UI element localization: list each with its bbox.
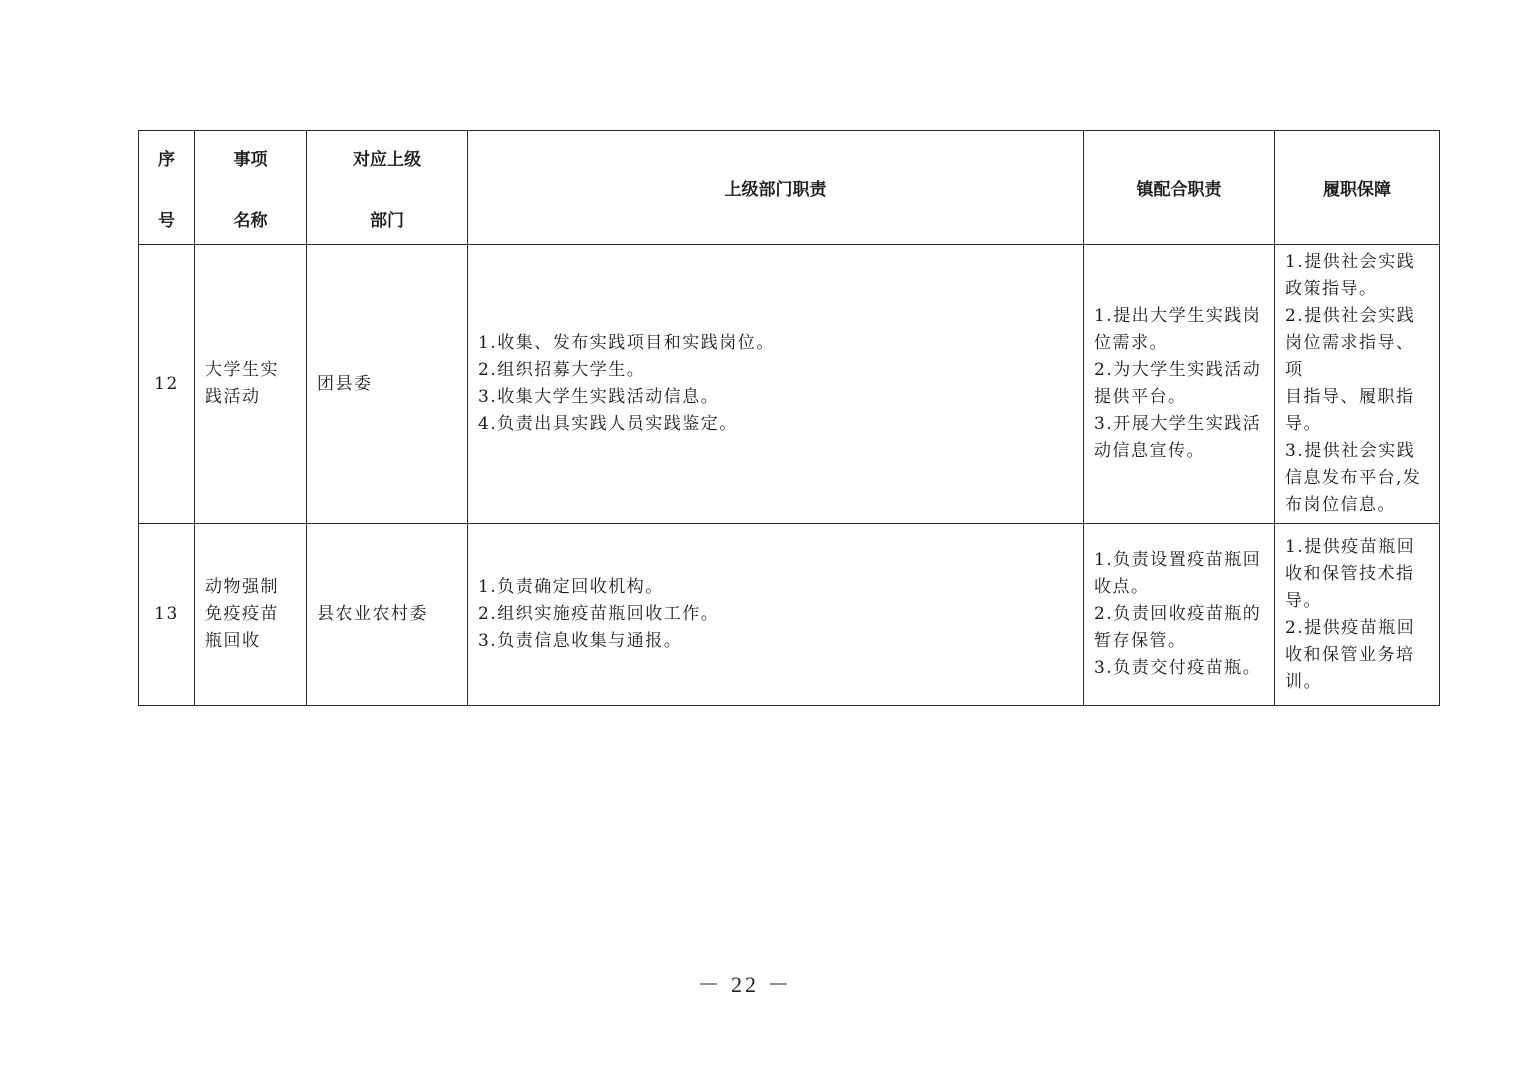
header-guarantee: 履职保障: [1275, 131, 1440, 245]
guarantee-cell: [1275, 245, 1440, 524]
duty-line: 1.收集、发布实践项目和实践岗位。: [478, 333, 775, 353]
item-name-line: 践活动: [205, 387, 261, 407]
guarantee-line: 1.提供疫苗瓶回: [1285, 536, 1416, 557]
town-line: 3.负责交付疫苗瓶。: [1094, 658, 1262, 678]
guarantee-line: 岗位需求指导、项: [1285, 333, 1415, 380]
item-name-line: 动物强制: [205, 577, 279, 597]
table-row: [139, 524, 1440, 706]
header-no-line-2: 号: [158, 210, 175, 230]
item-name-line: 大学生实: [205, 360, 279, 380]
item-name-cell: [195, 245, 307, 524]
guarantee-line: 导。: [1285, 414, 1322, 434]
upper-duties-cell: [468, 245, 1084, 524]
town-line: 2.为大学生实践活动: [1094, 360, 1262, 380]
guarantee-line: 目指导、履职指: [1285, 387, 1415, 407]
duty-line: 3.负责信息收集与通报。: [478, 631, 683, 651]
town-line: 2.负责回收疫苗瓶的: [1094, 604, 1262, 624]
guarantee-line: 2.提供疫苗瓶回: [1285, 617, 1416, 638]
row-number: 13: [139, 524, 195, 706]
guarantee-line: 3.提供社会实践: [1285, 441, 1416, 461]
town-line: 位需求。: [1094, 333, 1168, 353]
guarantee-line: 信息发布平台,发: [1285, 468, 1422, 488]
table-row: [139, 245, 1440, 524]
header-upper-duties: 上级部门职责: [468, 131, 1084, 245]
department-cell: 县农业农村委: [307, 524, 468, 706]
town-line: 提供平台。: [1094, 387, 1187, 407]
header-item-name: [195, 131, 307, 245]
header-dept-line-2: 部门: [370, 210, 404, 230]
guarantee-line: 布岗位信息。: [1285, 495, 1396, 515]
duty-line: 4.负责出具实践人员实践鉴定。: [478, 414, 738, 434]
duty-line: 2.组织实施疫苗瓶回收工作。: [478, 604, 720, 624]
guarantee-line: 导。: [1285, 590, 1322, 611]
header-row: [139, 131, 1440, 245]
header-dept-line-1: 对应上级: [353, 149, 421, 169]
guarantee-line: 2.提供社会实践: [1285, 306, 1416, 326]
town-line: 1.负责设置疫苗瓶回: [1094, 550, 1262, 570]
header-no-line-1: 序: [158, 149, 175, 169]
header-no: [139, 131, 195, 245]
row-number: 12: [139, 245, 195, 524]
guarantee-line: 收和保管业务培: [1285, 644, 1415, 665]
item-name-line: 瓶回收: [205, 631, 261, 651]
guarantee-cell: [1275, 524, 1440, 706]
header-town-duties: 镇配合职责: [1084, 131, 1275, 245]
item-name-line: 免疫疫苗: [205, 604, 279, 624]
upper-duties-cell: [468, 524, 1084, 706]
header-item-line-1: 事项: [233, 149, 268, 169]
town-duties-cell: [1084, 245, 1275, 524]
guarantee-line: 收和保管技术指: [1285, 563, 1415, 584]
town-line: 3.开展大学生实践活: [1094, 414, 1262, 434]
guarantee-line: 训。: [1285, 671, 1322, 692]
town-line: 暂存保管。: [1094, 631, 1187, 651]
duty-line: 2.组织招募大学生。: [478, 360, 646, 380]
item-name-cell: [195, 524, 307, 706]
town-duties-cell: [1084, 524, 1275, 706]
duty-table: [138, 130, 1440, 706]
header-upper-department: [307, 131, 468, 245]
town-line: 收点。: [1094, 577, 1150, 597]
department-cell: 团县委: [307, 245, 468, 524]
town-line: 1.提出大学生实践岗: [1094, 306, 1262, 326]
guarantee-line: 政策指导。: [1285, 279, 1378, 299]
page-number: － 22 －: [697, 972, 793, 997]
duty-line: 3.收集大学生实践活动信息。: [478, 387, 720, 407]
town-line: 动信息宣传。: [1094, 441, 1205, 461]
guarantee-line: 1.提供社会实践: [1285, 252, 1416, 272]
duty-line: 1.负责确定回收机构。: [478, 577, 664, 597]
header-item-line-2: 名称: [233, 210, 268, 230]
